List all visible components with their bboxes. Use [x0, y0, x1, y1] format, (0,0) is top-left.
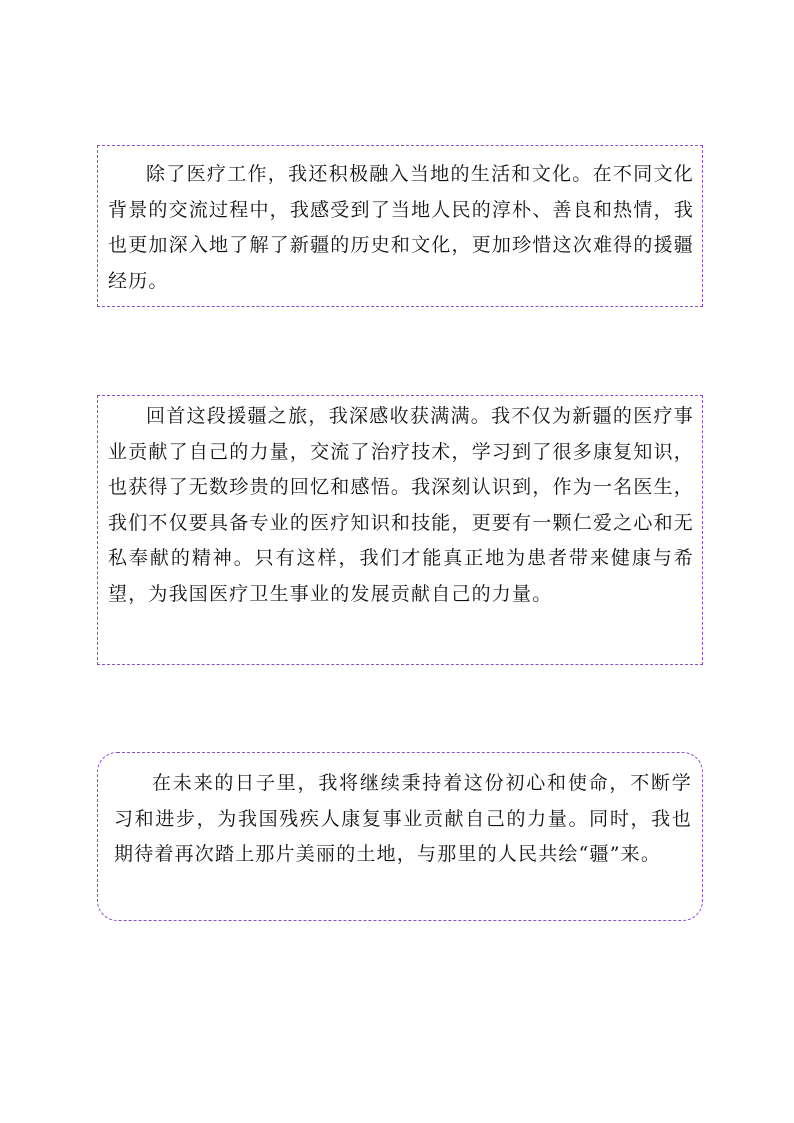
paragraph-reflection: 回首这段援疆之旅，我深感收获满满。我不仅为新疆的医疗事业贡献了自己的力量，交流了治疗技术，学习到了很多康复知识，也获得了无数珍贵的回忆和感悟。我深刻认识到，作为一名医生，我们不仅要具备专业的医疗知识和技能，更要有一颗仁爱之心和无私奉献的精神。只有这样，我们才能真正地为患者带来健康与希望，为我国医疗卫生事业的发展贡献自己的力量。: [108, 405, 694, 605]
text-box-future: [97, 752, 703, 921]
text-box-reflection: [97, 395, 703, 665]
paragraph-life-and-culture: 除了医疗工作，我还积极融入当地的生活和文化。在不同文化背景的交流过程中，我感受到了当地人民的淳朴、善良和热情，我也更加深入地了解了新疆的历史和文化，更加珍惜这次难得的援疆经历。: [108, 163, 694, 292]
text-box-life-and-culture: [97, 145, 703, 307]
paragraph-future: 在未来的日子里，我将继续秉持着这份初心和使命，不断学习和进步，为我国残疾人康复事业贡献自己的力量。同时，我也期待着再次踏上那片美丽的土地，与那里的人民共绘“疆”来。: [114, 772, 692, 865]
